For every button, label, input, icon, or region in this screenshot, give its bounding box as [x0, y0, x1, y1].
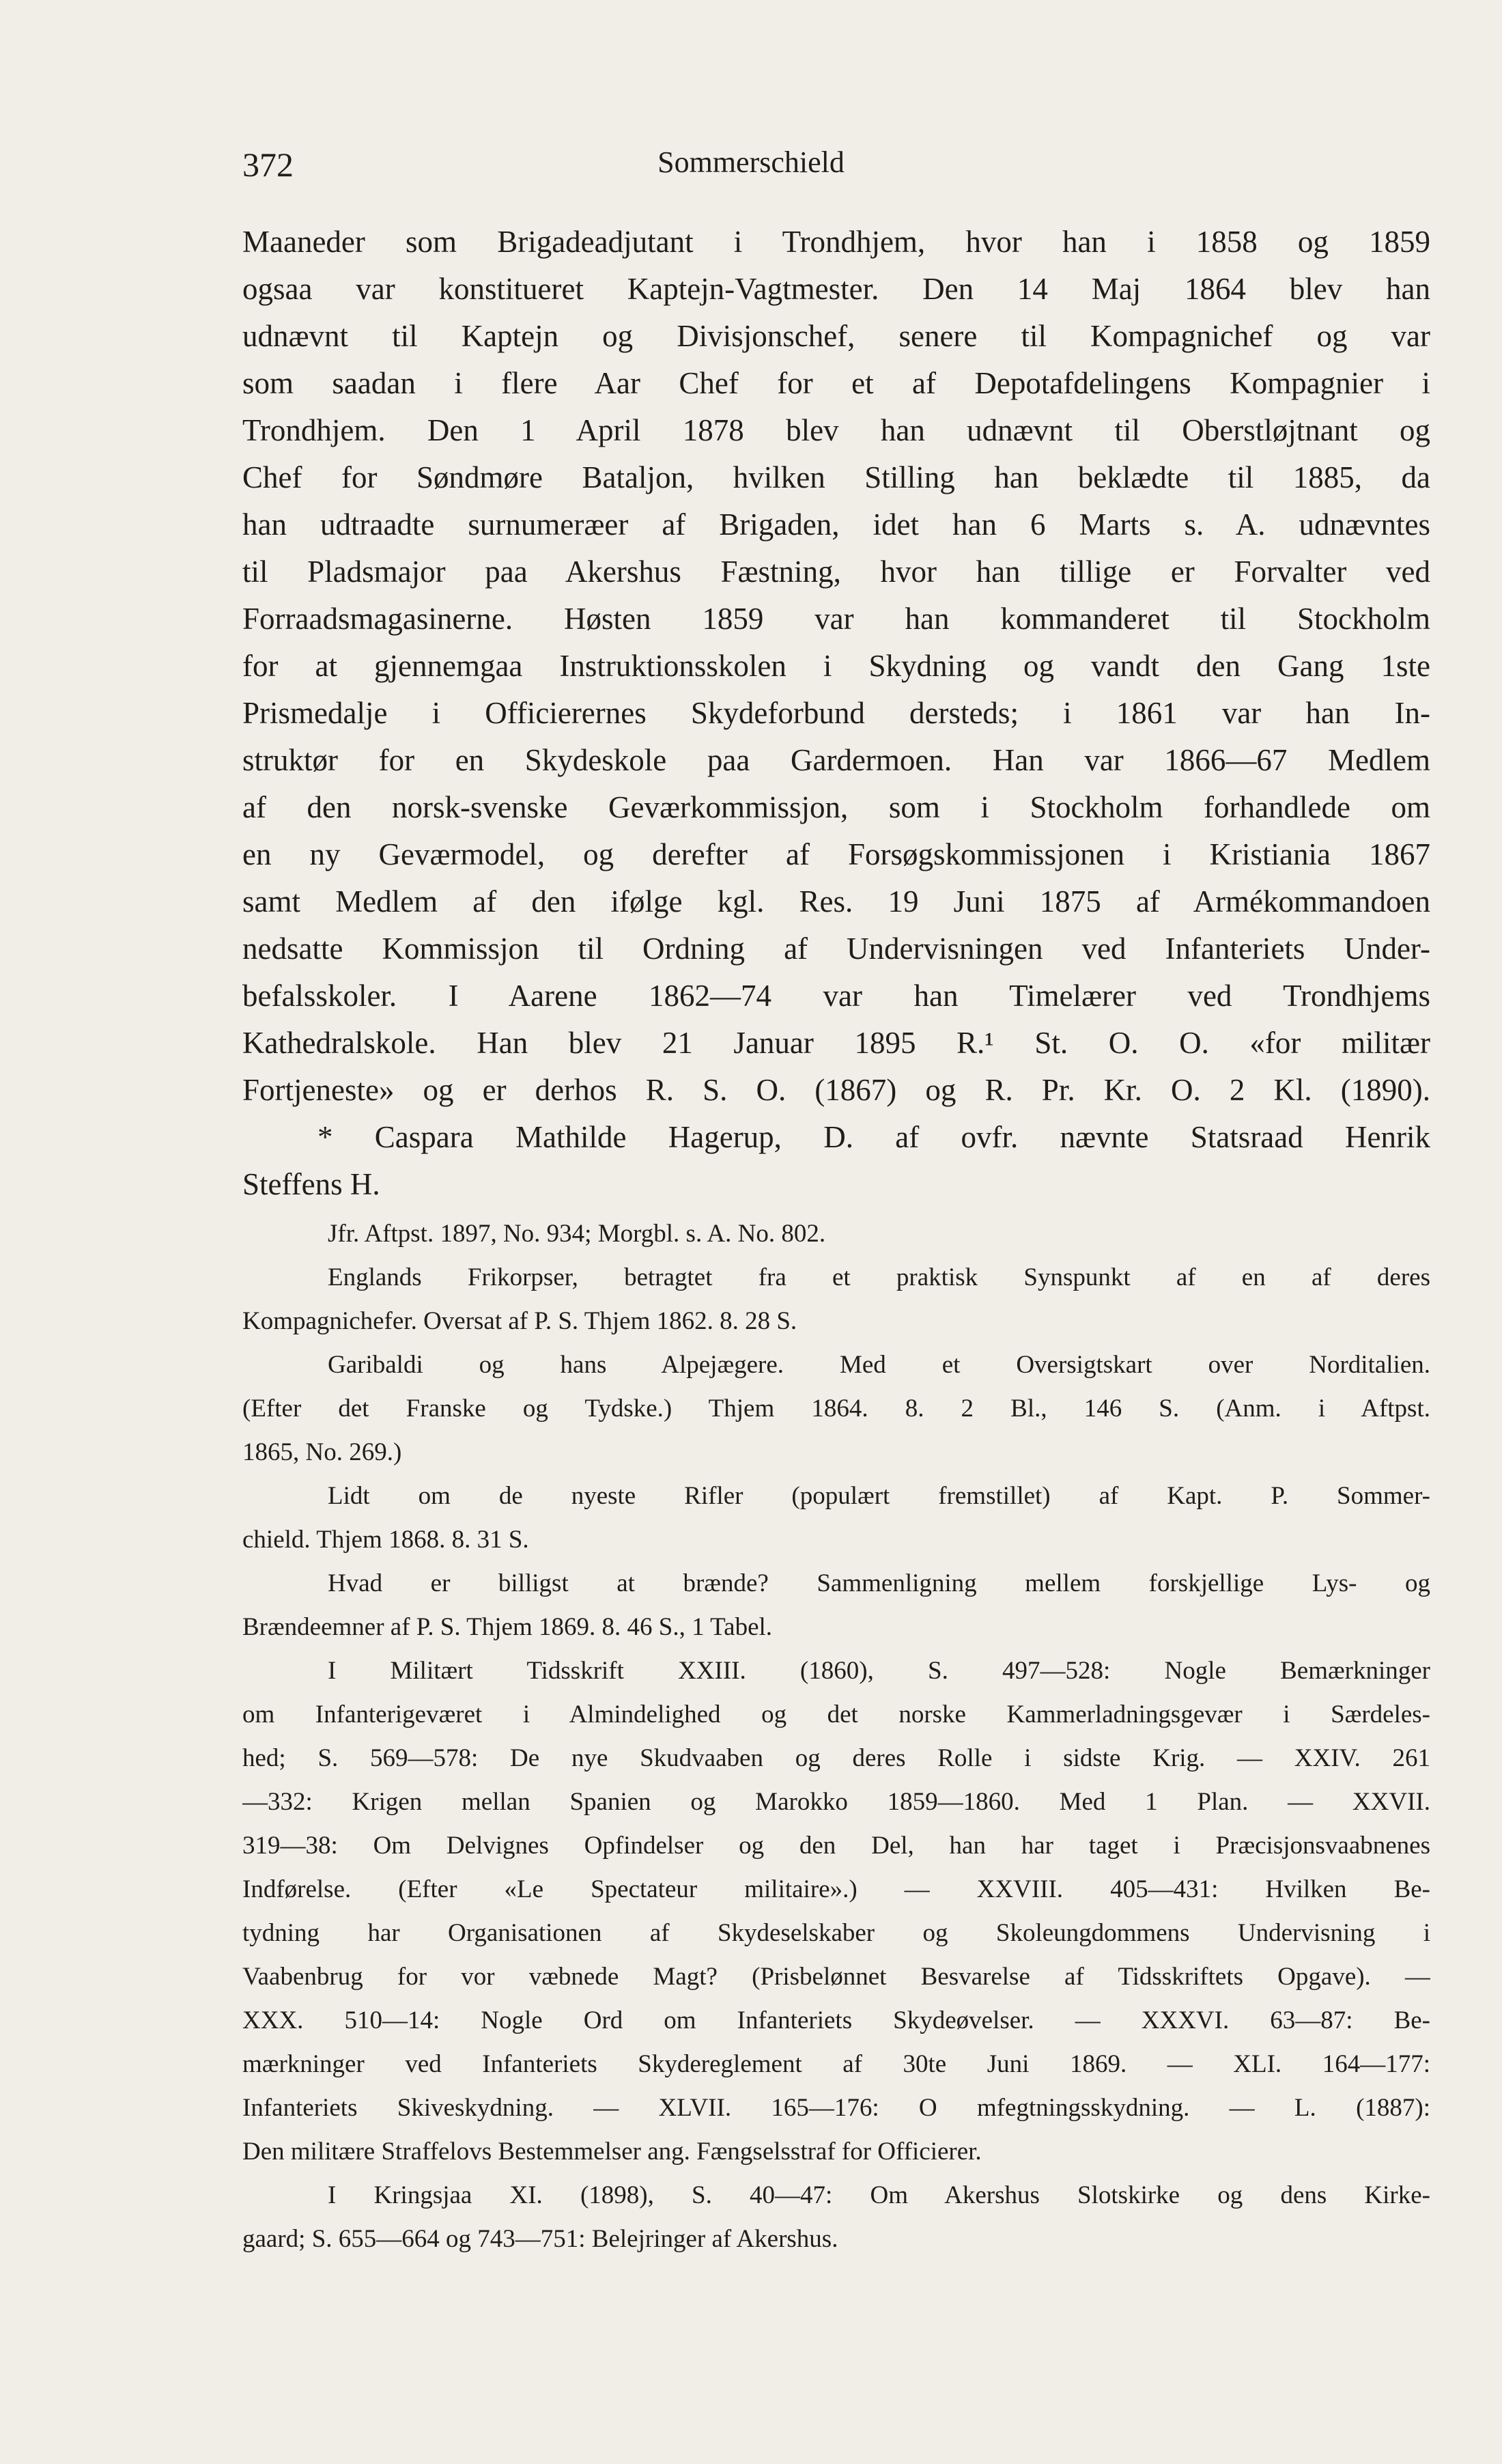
text-line: hed; S. 569—578: De nye Skudvaaben og deres Rolle i sidste Krig. — XXIV. 261 [242, 1744, 1430, 1772]
sources-line: Jfr. Aftpst. 1897, No. 934; Morgbl. s. A. No. 802. [328, 1220, 826, 1248]
works-list [242, 1256, 1430, 1649]
running-title: Sommerschield [657, 145, 845, 179]
text-line: —332: Krigen mellan Spanien og Marokko 1859—1860. Med 1 Plan. — XXVII. [242, 1788, 1430, 1816]
tidsskrift-paragraph [242, 1649, 1430, 2174]
text-line: * Caspara Mathilde Hagerup, D. af ovfr. nævnte Statsraad Henrik [317, 1120, 1430, 1154]
text-line: udnævnt til Kaptejn og Divisjonschef, senere til Kompagnichef og var [242, 319, 1430, 353]
work-line: chield. Thjem 1868. 8. 31 S. [242, 1526, 529, 1554]
text-line: 319—38: Om Delvignes Opfindelser og den Del, han har taget i Præcisjonsvaabnenes [242, 1832, 1430, 1860]
text-line: om Infanterigeværet i Almindelighed og det norske Kammerladningsgevær i Særdeles- [242, 1700, 1430, 1728]
text-line: Steffens H. [242, 1167, 380, 1201]
text-line: Chef for Søndmøre Bataljon, hvilken Stilling han beklædte til 1885, da [242, 460, 1430, 494]
text-line: ogsaa var konstitueret Kaptejn-Vagtmester. Den 14 Maj 1864 blev han [242, 272, 1430, 306]
text-line: tydning har Organisationen af Skydeselskaber og Skoleungdommens Undervisning i [242, 1919, 1430, 1947]
text-line: mærkninger ved Infanteriets Skydereglement af 30te Juni 1869. — XLI. 164—177: [242, 2050, 1430, 2078]
text-line: som saadan i flere Aar Chef for et af Depotafdelingens Kompagnier i [242, 366, 1430, 400]
text-line: Kathedralskole. Han blev 21 Januar 1895 R.¹ St. O. O. «for militær [242, 1026, 1430, 1060]
page-header [242, 145, 1260, 193]
text-line: gaard; S. 655—664 og 743—751: Belejringer af Akershus. [242, 2225, 838, 2253]
text-line: befalsskoler. I Aarene 1862—74 var han Timelærer ved Trondhjems [242, 979, 1430, 1013]
work-line: Kompagnichefer. Oversat af P. S. Thjem 1862. 8. 28 S. [242, 1307, 797, 1335]
text-line: struktør for en Skydeskole paa Gardermoen. Han var 1866—67 Medlem [242, 743, 1430, 777]
work-line: Brændeemner af P. S. Thjem 1869. 8. 46 S., 1 Tabel. [242, 1613, 773, 1641]
text-line: I Militært Tidsskrift XXIII. (1860), S. 497—528: Nogle Bemærkninger [328, 1657, 1430, 1685]
work-line: Englands Frikorpser, betragtet fra et praktisk Synspunkt af en af deres [328, 1263, 1430, 1291]
text-line: for at gjennemgaa Instruktionsskolen i Skydning og vandt den Gang 1ste [242, 649, 1430, 683]
kringsjaa-paragraph [242, 2174, 1430, 2261]
work-line: Lidt om de nyeste Rifler (populært fremstillet) af Kapt. P. Sommer- [328, 1482, 1430, 1510]
text-line: Fortjeneste» og er derhos R. S. O. (1867) og R. Pr. Kr. O. 2 Kl. (1890). [242, 1073, 1430, 1107]
text-line: en ny Geværmodel, og derefter af Forsøgskommissjonen i Kristiania 1867 [242, 837, 1430, 871]
work-line: Garibaldi og hans Alpejægere. Med et Oversigtskart over Norditalien. [328, 1351, 1430, 1379]
text-line: samt Medlem af den ifølge kgl. Res. 19 Juni 1875 af Armékommandoen [242, 884, 1430, 919]
work-line: Hvad er billigst at brænde? Sammenligning mellem forskjellige Lys- og [328, 1569, 1430, 1597]
text-line: Den militære Straffelovs Bestemmelser ang. Fængselsstraf for Officierer. [242, 2138, 982, 2166]
text-line: Maaneder som Brigadeadjutant i Trondhjem, hvor han i 1858 og 1859 [242, 225, 1430, 259]
work-line: 1865, No. 269.) [242, 1438, 402, 1466]
text-line: Infanteriets Skiveskydning. — XLVII. 165—176: O mfegtningsskydning. — L. (1887): [242, 2094, 1430, 2122]
work-line: (Efter det Franske og Tydske.) Thjem 1864. 8. 2 Bl., 146 S. (Anm. i Aftpst. [242, 1395, 1430, 1423]
text-line: nedsatte Kommissjon til Ordning af Undervisningen ved Infanteriets Under- [242, 932, 1430, 966]
page-number: 372 [242, 145, 294, 184]
text-line: af den norsk-svenske Geværkommissjon, som i Stockholm forhandlede om [242, 790, 1430, 824]
text-line: I Kringsjaa XI. (1898), S. 40—47: Om Akershus Slotskirke og dens Kirke- [328, 2181, 1430, 2209]
text-line: Indførelse. (Efter «Le Spectateur militaire».) — XXVIII. 405—431: Hvilken Be- [242, 1875, 1430, 1903]
text-line: Trondhjem. Den 1 April 1878 blev han udnævnt til Oberstløjtnant og [242, 413, 1430, 447]
text-line: XXX. 510—14: Nogle Ord om Infanteriets Skydeøvelser. — XXXVI. 63—87: Be- [242, 2006, 1430, 2034]
text-line: til Pladsmajor paa Akershus Fæstning, hvor han tillige er Forvalter ved [242, 555, 1430, 589]
marriage-paragraph [242, 1114, 1430, 1208]
biography-paragraph [242, 219, 1430, 1114]
text-line: Vaabenbrug for vor væbnede Magt? (Prisbelønnet Besvarelse af Tidsskriftets Opgave). — [242, 1963, 1430, 1991]
text-line: Prismedalje i Officierernes Skydeforbund dersteds; i 1861 var han In- [242, 696, 1430, 730]
text-line: han udtraadte surnumeræer af Brigaden, idet han 6 Marts s. A. udnævntes [242, 507, 1430, 542]
page-body [242, 219, 1430, 2261]
text-line: Forraadsmagasinerne. Høsten 1859 var han kommanderet til Stockholm [242, 602, 1430, 636]
